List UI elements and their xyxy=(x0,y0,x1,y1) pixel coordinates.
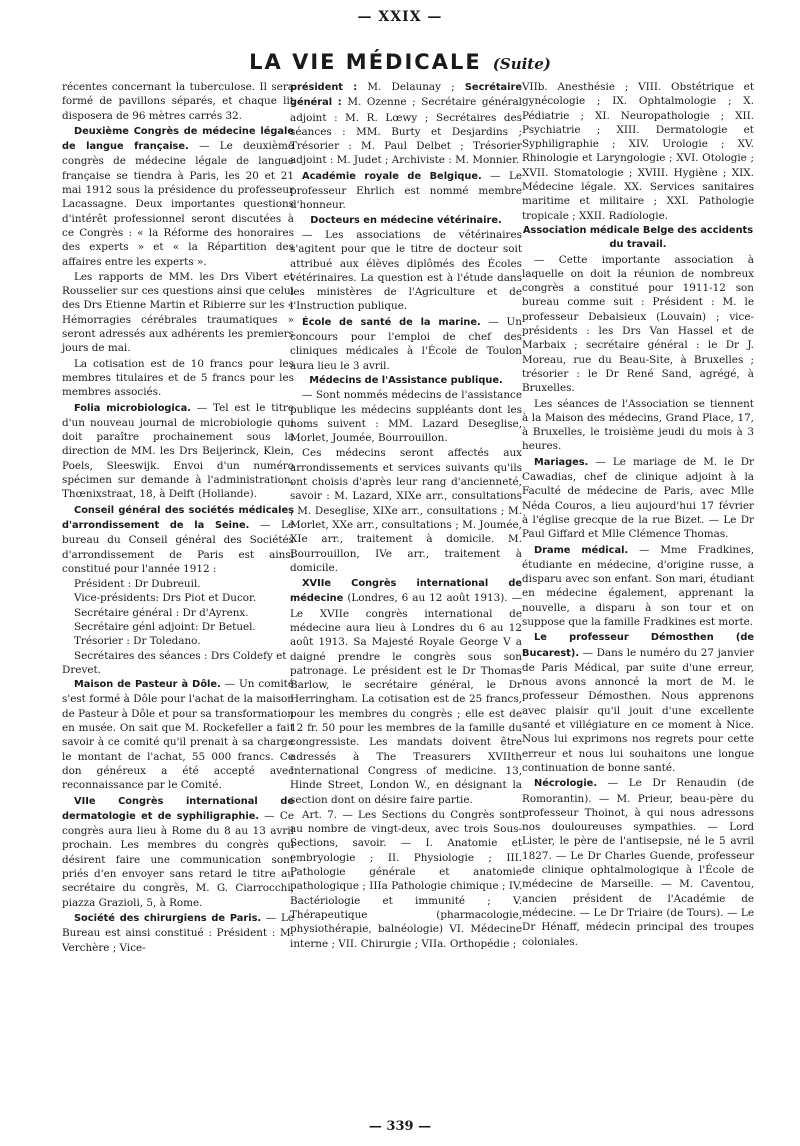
title-suite: (Suite) xyxy=(492,55,551,73)
news-heading: XVIIe Congrès international de médecine xyxy=(290,578,522,605)
section-heading: Docteurs en médecine vétérinaire. xyxy=(310,214,502,226)
news-body: — Dans le numéro du 27 janvier de Paris Médical, par suite d'une erreur, nous avons annoncé la mort de M. le professeur Démosthen. Nous apprenons avec plaisir qu'il jouit d'une excellente santé et villégiature en ce moment à Nice. Nous lui exprimons nos regrets pour cette erreur et nous lui souhaitons une longue continuation de bonne santé. xyxy=(522,646,754,774)
title-main: LA VIE MÉDICALE xyxy=(249,50,482,74)
news-heading: VIIe Congrès international de dermatologie et de syphiligraphie. xyxy=(62,795,294,822)
news-item xyxy=(290,576,522,807)
list-item: Vice-présidents: Drs Piot et Ducor. xyxy=(74,592,257,605)
news-heading: président : xyxy=(290,82,358,93)
news-heading: École de santé de la marine. xyxy=(302,316,481,328)
column-3 xyxy=(522,80,754,950)
news-item xyxy=(522,455,754,542)
news-item xyxy=(290,169,522,213)
news-body: — Le deuxième congrès de médecine légale de langue française se tiendra à Paris, les 20 et 21 mai 1912 sous la présidence du professeur Lacassagne. Deux importantes questions d'intérêt professionnel seront discutées à ce Congrès : « la Réforme des honoraires des experts » et « la Répartition des affaires entre les experts ». xyxy=(62,140,294,268)
news-heading: Drame médical. xyxy=(534,544,629,556)
paragraph: VIIb. Anesthésie ; VIII. Obstétrique et gynécologie ; IX. Ophtalmologie ; X. Pédiatrie ; XI. Neuropathologie ; XII. Psychiatrie ; XIII. Dermatologie et Syphiligraphie ; XIV. Urologie ; XV. Rhinologie et Laryngologie ; XVI. Otologie ; XVII. Stomatologie ; XVIII. Hygiène ; XIX. Médecine légale. XX. Services sanitaires maritime et militaire ; XXI. Pathologie tropicale ; XXII. Radiologie. xyxy=(522,81,754,222)
paragraph: Ces médecins seront affectés aux arrondissements et services suivants qu'ils ont choisis d'après leur rang d'ancienneté, savoir : M. Lazard, XIXe arr., consultations ; M. Deseglise, XIXe arr., consultations ; M. Morlet, XXe arr., consultations ; M. Joumée, XIe arr., traitement à domicile. M. Bourrouillon, IVe arr., traitement à domicile. xyxy=(290,447,522,574)
news-item xyxy=(522,630,754,775)
paragraph: La cotisation est de 10 francs pour les membres titulaires et de 5 francs pour les membres associés. xyxy=(62,357,294,399)
news-heading: Nécrologie. xyxy=(534,778,598,790)
news-heading: Académie royale de Belgique. xyxy=(302,170,482,182)
news-body: M. Delaunay ; xyxy=(357,81,465,93)
page-title xyxy=(0,50,800,74)
news-heading: Société des chirurgiens de Paris. xyxy=(74,912,262,924)
paragraph: Art. 7. — Les Sections du Congrès sont au nombre de vingt-deux, avec trois Sous-Sections, savoir. — I. Anatomie et embryologie ; II. Physiologie ; III. Pathologie générale et anatomie pathologique ; IIIa Pathologie chimique ; IV. Bactériologie et immunité ; V. Thérapeutique (pharmacologie, physiothérapie, balnéologie) VI. Médecine interne ; VII. Chirurgie ; VIIa. Orthopédie ; xyxy=(290,808,522,950)
news-item xyxy=(522,543,754,630)
news-body: — Ce congrès aura lieu à Rome du 8 au 13 avril prochain. Les membres du congrès qui désirent faire une communication sont priés d'en envoyer sans retard le titre au secrétaire du congrès, M. G. Ciarrocchi, piazza Grazioli, 5, à Rome. xyxy=(62,809,294,909)
news-item xyxy=(62,401,294,502)
news-body: — Le bureau du Conseil général des Sociétés d'arrondissement de Paris est ainsi constitué pour l'année 1912 : xyxy=(62,518,295,575)
news-heading: Le professeur Démosthen (de Bucarest). xyxy=(522,632,754,659)
list-item: Secrétaires des séances : Drs Coldefy et Drevet. xyxy=(62,649,287,676)
news-item xyxy=(522,776,754,949)
list-item: Secrétaire général : Dr d'Ayrenx. xyxy=(74,606,249,619)
news-item xyxy=(62,677,294,792)
news-heading: Deuxième Congrès de médecine légale de langue française. xyxy=(62,125,294,153)
news-item xyxy=(62,794,294,910)
news-body: M. Ozenne ; Secrétaire général adjoint : M. R. Lœwy ; Secrétaires des séances : MM. Burty et Desjardins ; Trésorier : M. Paul Delbet ; Trésorier adjoint : M. Judet ; Archiviste : M. Monnier. xyxy=(290,96,523,167)
list-item: Secrétaire génl adjoint: Dr Betuel. xyxy=(74,620,256,633)
list-item: Trésorier : Dr Toledano. xyxy=(74,635,201,648)
news-heading: Folia microbiologica. xyxy=(74,402,191,414)
section-heading: Médecins de l'Assistance publique. xyxy=(309,374,503,386)
news-body: — Un comité s'est formé à Dôle pour l'achat de la maison de Pasteur à Dôle et pour sa transformation en musée. On sait que M. Rockefeller a fait savoir à ce comité qu'il prenait à sa charge le montant de l'achat, 55 000 francs. Ce don généreux a été accepté avec reconnaissance par le Comité. xyxy=(62,678,295,792)
header-page-roman: — XXIX — xyxy=(357,9,443,25)
column-2 xyxy=(290,80,522,952)
news-body: — Le mariage de M. le Dr Cawadias, chef de clinique adjoint à la Faculté de médecine de Paris, avec Mlle Néda Couros, a lieu aujourd'hui 17 février à l'église grecque de la rue Bizet. — Le Dr Paul Giffard et Mlle Clémence Thomas. xyxy=(522,455,754,541)
list-item: Président : Dr Dubreuil. xyxy=(74,578,201,591)
news-body: — Mme Fradkines, étudiante en médecine, d'origine russe, a disparu avec son enfant. Son mari, étudiant en médecine également, apprenant la nouvelle, a disparu à son tour et on suppose que la famille Fradkines est morte. xyxy=(522,543,754,628)
news-body: — Le Dr Renaudin (de Romorantin). — M. Prieur, beau-père du professeur Thoinot, à qui nous adressons nos douloureuses sympathies. — Lord Lister, le père de l'antisepsie, né le 5 avril 1827. — Le Dr Charles Guende, professeur de clinique ophtalmologique à l'École de médecine de Marseille. — M. Caventou, ancien président de l'Académie de médecine. — Le Dr Triaire (de Tours). — Le Dr Hénaff, médecin principal des troupes coloniales. xyxy=(522,777,754,948)
section-heading: Association médicale Belge des accidents du travail. xyxy=(522,224,754,251)
news-body: (Londres, 6 au 12 août 1913). — Le XVIIe congrès international de médecine aura lieu à Londres du 6 au 12 août 1913. Sa Majesté Royale George V a daigné prendre le congrès sous son patronage. Le président est le Dr Thomas Barlow, le secrétaire général, le Dr Herringham. La cotisation est de 25 francs, pour les membres du congrès ; elle est de 12 fr. 50 pour les membres de la famille du congressiste. Les mandats doivent être adressés à The Treasurers XVIIth International Congress of medicine. 13, Hinde Street, London W., en désignant la section dont on désire faire partie. xyxy=(290,592,522,806)
news-item xyxy=(62,503,294,576)
news-body: — Le professeur Ehrlich est nommé membre d'honneur. xyxy=(290,169,523,212)
page-number: — 339 — xyxy=(368,1119,432,1134)
news-body: — Un concours pour l'emploi de chef des cliniques médicales à l'École de Toulon aura lieu le 3 avril. xyxy=(290,315,522,372)
news-heading: Secrétaire général : xyxy=(290,82,522,109)
news-item xyxy=(290,315,522,373)
column-1 xyxy=(62,80,294,956)
paragraph: récentes concernant la tuberculose. Il sera formé de pavillons séparés, et chaque lit disposera de 96 mètres carrés 32. xyxy=(62,81,294,122)
news-item xyxy=(62,124,294,269)
news-body: — Le Bureau est ainsi constitué : Président : M. Verchère ; Vice- xyxy=(62,911,294,954)
news-heading: Conseil général des sociétés médicales d'arrondissement de la Seine. xyxy=(62,504,294,531)
paragraph: Les rapports de MM. les Drs Vibert et Rousselier sur ces questions ainsi que celui des Drs Etienne Martin et Ribierre sur les « Hémorragies cérébrales traumatiques » seront adressés aux adhérents les premiers jours de mai. xyxy=(62,270,294,355)
news-heading: Maison de Pasteur à Dôle. xyxy=(74,679,221,691)
paragraph: Les séances de l'Association se tiennent à la Maison des médecins, Grand Place, 17, à Bruxelles, le troisième jeudi du mois à 3 heures. xyxy=(522,397,754,453)
news-item xyxy=(62,911,294,955)
news-body: — Tel est le titre d'un nouveau journal de microbiologie qui doit paraître prochainement sous la direction de MM. les Drs Beijerinck, Klein, Poels, Sleeswijk. Envoi d'un numéro spécimen sur demande à l'administration, Thœnixstraat, 18, à Delft (Hollande). xyxy=(62,401,295,501)
news-heading: Mariages. xyxy=(534,456,589,468)
paragraph: — Cette importante association à laquelle on doit la réunion de nombreux congrès a constitué pour 1911-12 son bureau comme suit : Président : M. le professeur Debaisieux (Louvain) ; vice-présidents : les Drs Van Hassel et de Marbaix ; secrétaire général : le Dr J. Moreau, rue du Beau-Site, à Bruxelles ; trésorier : le Dr René Sand, agrégé, à Bruxelles. xyxy=(522,253,754,395)
news-item xyxy=(290,80,522,168)
paragraph: — Les associations de vétérinaires s'agitent pour que le titre de docteur soit attribué aux élèves diplômés des Écoles vétérinaires. La question est à l'étude dans les ministères de l'Agriculture et de l'Instruction publique. xyxy=(290,228,522,313)
paragraph: — Sont nommés médecins de l'assistance publique les médecins suppléants dont les noms suivent : MM. Lazard Deseglise, Morlet, Joumée, Bourrouillon. xyxy=(290,389,522,445)
